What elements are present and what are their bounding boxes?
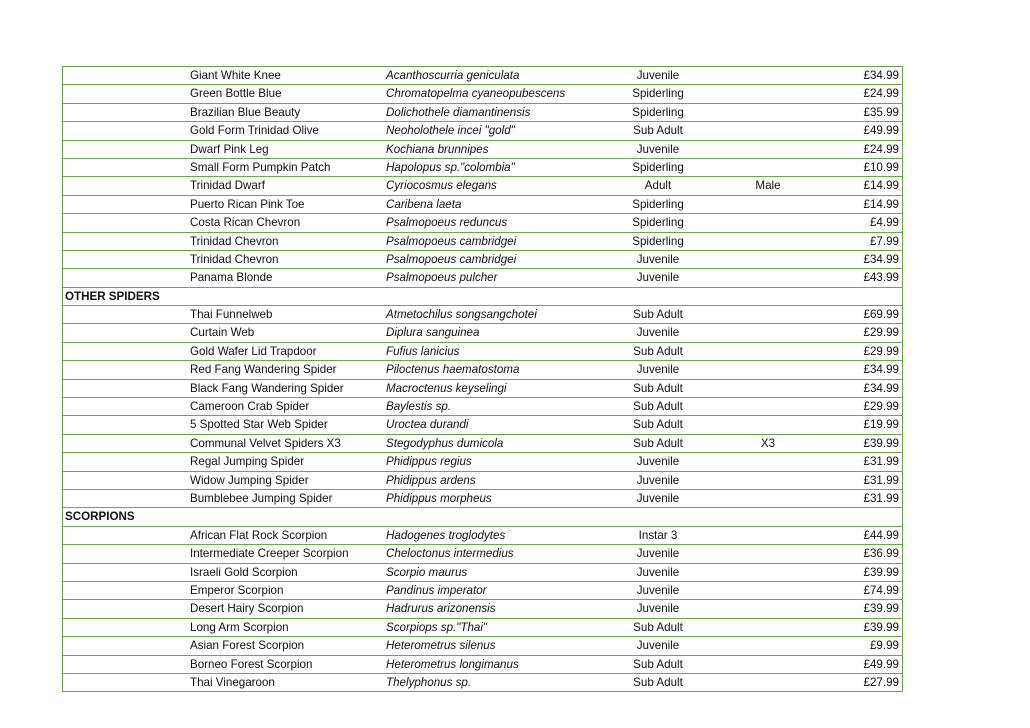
table-row (62, 85, 903, 103)
life-stage-cell: Juvenile (636, 583, 680, 597)
life-stage-cell: Sub Adult (633, 675, 683, 689)
common-name-cell: Costa Rican Chevron (190, 216, 301, 230)
table-row (62, 67, 903, 85)
table-row (62, 600, 903, 618)
common-name-cell: Red Fang Wandering Spider (190, 363, 337, 377)
scientific-name-cell: Heterometrus longimanus (386, 657, 519, 671)
common-name-cell: Green Bottle Blue (190, 87, 282, 101)
table-row (62, 122, 903, 140)
life-stage-cell: Juvenile (636, 455, 680, 469)
table-row (62, 490, 903, 508)
scientific-name-cell: Cheloctonus intermedius (386, 547, 514, 561)
price-cell: £35.99 (863, 105, 899, 119)
common-name-cell: Small Form Pumpkin Patch (190, 160, 331, 174)
life-stage-cell: Juvenile (636, 271, 680, 285)
life-stage-cell: Juvenile (636, 491, 680, 505)
price-cell: £39.99 (863, 436, 899, 450)
scientific-name-cell: Cyriocosmus elegans (386, 179, 497, 193)
common-name-cell: African Flat Rock Scorpion (190, 528, 328, 542)
life-stage-cell: Juvenile (636, 473, 680, 487)
price-cell: £14.99 (863, 179, 899, 193)
life-stage-cell: Sub Adult (633, 620, 683, 634)
common-name-cell: Asian Forest Scorpion (190, 639, 305, 653)
common-name-cell: Puerto Rican Pink Toe (190, 197, 305, 211)
common-name-cell: Black Fang Wandering Spider (190, 381, 344, 395)
table-row (62, 104, 903, 122)
table-row (62, 453, 903, 471)
table-row (62, 177, 903, 195)
scientific-name-cell: Heterometrus silenus (386, 639, 496, 653)
life-stage-cell: Instar 3 (638, 528, 678, 542)
price-cell: £29.99 (863, 400, 899, 414)
table-row (62, 380, 903, 398)
scientific-name-cell: Dolichothele diamantinensis (386, 105, 531, 119)
table-row (62, 233, 903, 251)
common-name-cell: Thai Vinegaroon (190, 675, 275, 689)
scientific-name-cell: Kochiana brunnipes (386, 142, 489, 156)
common-name-cell: 5 Spotted Star Web Spider (190, 418, 328, 432)
table-row (62, 324, 903, 342)
price-cell: £31.99 (863, 491, 899, 505)
common-name-cell: Giant White Knee (190, 69, 281, 82)
scientific-name-cell: Thelyphonus sp. (386, 675, 472, 689)
scientific-name-cell: Phidippus regius (386, 455, 472, 469)
life-stage-cell: Juvenile (636, 69, 680, 82)
scientific-name-cell: Chromatopelma cyaneopubescens (386, 87, 566, 101)
price-cell: £44.99 (863, 528, 899, 542)
life-stage-cell: Sub Adult (633, 308, 683, 322)
price-cell: £31.99 (863, 455, 899, 469)
common-name-cell: Panama Blonde (190, 271, 273, 285)
scientific-name-cell: Neoholothele incei "gold" (386, 124, 515, 138)
scientific-name-cell: Hadrurus arizonensis (386, 602, 496, 616)
price-cell: £39.99 (863, 602, 899, 616)
price-cell: £39.99 (863, 620, 899, 634)
note-cell: X3 (760, 436, 776, 450)
scientific-name-cell: Psalmopoeus cambridgei (386, 234, 517, 248)
scientific-name-cell: Scorpio maurus (386, 565, 468, 579)
life-stage-cell: Juvenile (636, 639, 680, 653)
table-row (62, 527, 903, 545)
table-row (62, 159, 903, 177)
life-stage-cell: Sub Adult (633, 657, 683, 671)
price-cell: £34.99 (863, 363, 899, 377)
life-stage-cell: Spiderling (632, 234, 684, 248)
price-cell: £29.99 (863, 326, 899, 340)
common-name-cell: Dwarf Pink Leg (190, 142, 269, 156)
section-title: OTHER SPIDERS (65, 289, 160, 303)
table-row (62, 343, 903, 361)
table-row (62, 196, 903, 214)
common-name-cell: Curtain Web (190, 326, 255, 340)
common-name-cell: Trinidad Dwarf (190, 179, 265, 193)
common-name-cell: Bumblebee Jumping Spider (190, 491, 333, 505)
price-cell: £39.99 (863, 565, 899, 579)
common-name-cell: Trinidad Chevron (190, 234, 279, 248)
life-stage-cell: Sub Adult (633, 400, 683, 414)
common-name-cell: Thai Funnelweb (190, 308, 273, 322)
scientific-name-cell: Atmetochilus songsangchotei (386, 308, 537, 322)
common-name-cell: Regal Jumping Spider (190, 455, 305, 469)
price-cell: £31.99 (863, 473, 899, 487)
price-cell: £34.99 (863, 381, 899, 395)
price-cell: £36.99 (863, 547, 899, 561)
scientific-name-cell: Hadogenes troglodytes (386, 528, 506, 542)
life-stage-cell: Juvenile (636, 326, 680, 340)
price-cell: £29.99 (863, 344, 899, 358)
table-row (62, 141, 903, 159)
price-cell: £9.99 (869, 639, 899, 653)
scientific-name-cell: Psalmopoeus reduncus (386, 216, 508, 230)
scientific-name-cell: Stegodyphus dumicola (386, 436, 504, 450)
scientific-name-cell: Pandinus imperator (386, 583, 487, 597)
table-row (62, 306, 903, 324)
price-cell: £24.99 (863, 87, 899, 101)
life-stage-cell: Spiderling (632, 216, 684, 230)
section-title: SCORPIONS (65, 510, 135, 524)
price-cell: £7.99 (869, 234, 899, 248)
table-row (62, 619, 903, 637)
scientific-name-cell: Phidippus ardens (386, 473, 476, 487)
common-name-cell: Trinidad Chevron (190, 252, 279, 266)
common-name-cell: Communal Velvet Spiders X3 (190, 436, 341, 450)
common-name-cell: Desert Hairy Scorpion (190, 602, 304, 616)
life-stage-cell: Sub Adult (633, 344, 683, 358)
common-name-cell: Widow Jumping Spider (190, 473, 309, 487)
price-cell: £49.99 (863, 657, 899, 671)
life-stage-cell: Spiderling (632, 160, 684, 174)
life-stage-cell: Adult (644, 179, 672, 193)
scientific-name-cell: Piloctenus haematostoma (386, 363, 520, 377)
scientific-name-cell: Caribena laeta (386, 197, 462, 211)
common-name-cell: Gold Form Trinidad Olive (190, 124, 319, 138)
price-cell: £19.99 (863, 418, 899, 432)
price-cell: £43.99 (863, 271, 899, 285)
life-stage-cell: Juvenile (636, 565, 680, 579)
table-row (62, 564, 903, 582)
life-stage-cell: Spiderling (632, 87, 684, 101)
scientific-name-cell: Scorpiops sp."Thai" (386, 620, 488, 634)
table-row (62, 398, 903, 416)
price-cell: £34.99 (863, 69, 899, 82)
scientific-name-cell: Hapolopus sp."colombia" (386, 160, 515, 174)
section-header-row (62, 288, 903, 306)
table-row (62, 545, 903, 563)
life-stage-cell: Sub Adult (633, 124, 683, 138)
common-name-cell: Emperor Scorpion (190, 583, 284, 597)
scientific-name-cell: Uroctea durandi (386, 418, 469, 432)
common-name-cell: Borneo Forest Scorpion (190, 657, 313, 671)
life-stage-cell: Sub Adult (633, 436, 683, 450)
life-stage-cell: Spiderling (632, 197, 684, 211)
scientific-name-cell: Fufius lanicius (386, 344, 460, 358)
common-name-cell: Intermediate Creeper Scorpion (190, 547, 349, 561)
life-stage-cell: Sub Adult (633, 418, 683, 432)
common-name-cell: Israeli Gold Scorpion (190, 565, 298, 579)
scientific-name-cell: Psalmopoeus cambridgei (386, 252, 517, 266)
life-stage-cell: Juvenile (636, 602, 680, 616)
life-stage-cell: Juvenile (636, 142, 680, 156)
section-header-row (62, 508, 903, 526)
price-cell: £74.99 (863, 583, 899, 597)
life-stage-cell: Sub Adult (633, 381, 683, 395)
table-row (62, 214, 903, 232)
scientific-name-cell: Baylestis sp. (386, 400, 452, 414)
price-cell: £24.99 (863, 142, 899, 156)
price-cell: £49.99 (863, 124, 899, 138)
life-stage-cell: Spiderling (632, 105, 684, 119)
scientific-name-cell: Phidippus morpheus (386, 491, 492, 505)
table-row (62, 656, 903, 674)
scientific-name-cell: Diplura sanguinea (386, 326, 480, 340)
common-name-cell: Long Arm Scorpion (190, 620, 289, 634)
note-cell: Male (755, 179, 781, 193)
table-row (62, 435, 903, 453)
life-stage-cell: Juvenile (636, 252, 680, 266)
table-row (62, 361, 903, 379)
table-row (62, 269, 903, 287)
common-name-cell: Cameroon Crab Spider (190, 400, 310, 414)
price-cell: £69.99 (863, 308, 899, 322)
table-row (62, 472, 903, 490)
scientific-name-cell: Psalmopoeus pulcher (386, 271, 498, 285)
price-cell: £34.99 (863, 252, 899, 266)
price-cell: £14.99 (863, 197, 899, 211)
common-name-cell: Gold Wafer Lid Trapdoor (190, 344, 317, 358)
table-row (62, 674, 903, 692)
table-row (62, 416, 903, 434)
price-list-table (62, 66, 903, 692)
scientific-name-cell: Acanthoscurria geniculata (386, 69, 520, 82)
price-cell: £4.99 (869, 216, 899, 230)
table-row (62, 637, 903, 655)
scientific-name-cell: Macroctenus keyselingi (386, 381, 507, 395)
life-stage-cell: Juvenile (636, 547, 680, 561)
common-name-cell: Brazilian Blue Beauty (190, 105, 301, 119)
life-stage-cell: Juvenile (636, 363, 680, 377)
table-row (62, 251, 903, 269)
price-cell: £27.99 (863, 675, 899, 689)
table-row (62, 582, 903, 600)
price-cell: £10.99 (863, 160, 899, 174)
